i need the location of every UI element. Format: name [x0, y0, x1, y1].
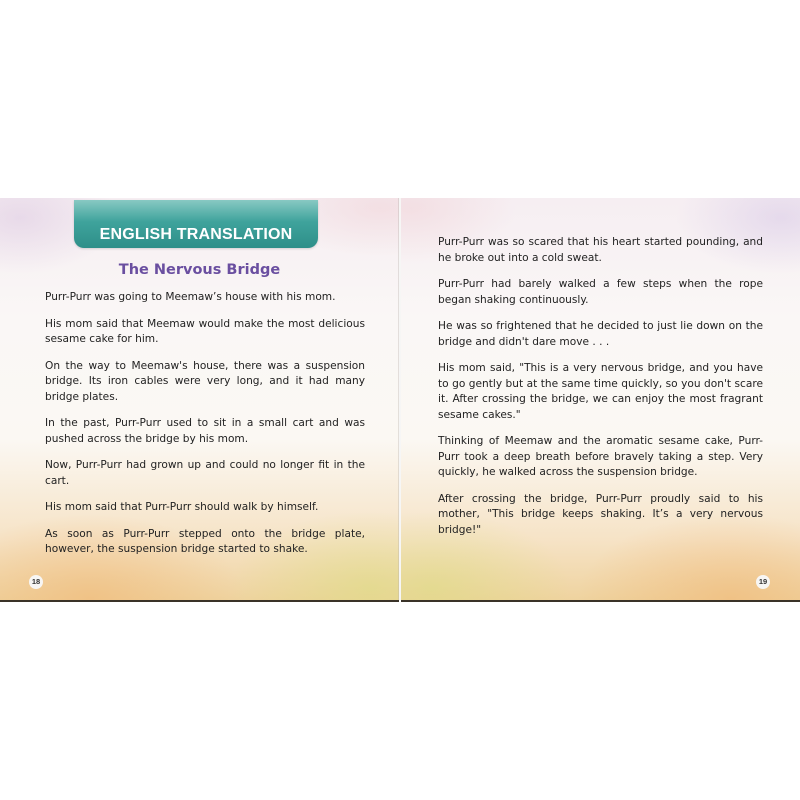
paragraph: He was so frightened that he decided to just lie down on the bridge and didn't dare move . . .	[438, 320, 763, 348]
page-number-left: 18	[29, 575, 43, 589]
section-banner	[74, 200, 318, 248]
book-spread	[0, 198, 800, 600]
paragraph: In the past, Purr-Purr used to sit in a small cart and was pushed across the bridge by his mom.	[45, 417, 365, 445]
paragraph: As soon as Purr-Purr stepped onto the bridge plate, however, the suspension bridge started to shake.	[45, 527, 365, 555]
right-page	[401, 198, 800, 602]
paragraph: Purr-Purr was so scared that his heart started pounding, and he broke out into a cold sweat.	[438, 236, 763, 264]
story-title: The Nervous Bridge	[118, 262, 281, 278]
left-page	[0, 198, 399, 602]
paragraph: Purr-Purr was going to Meemaw’s house with his mom.	[45, 291, 336, 303]
paragraph: Purr-Purr had barely walked a few steps when the rope began shaking continuously.	[438, 278, 763, 306]
left-page-text	[45, 290, 365, 569]
paragraph: His mom said that Meemaw would make the most delicious sesame cake for him.	[45, 317, 365, 345]
paragraph: Thinking of Meemaw and the aromatic sesame cake, Purr-Purr took a deep breath before bravely taking a step. Very quickly, he walked across the suspension bridge.	[438, 435, 763, 478]
paragraph: His mom said that Purr-Purr should walk by himself.	[45, 501, 319, 513]
paragraph: Now, Purr-Purr had grown up and could no longer fit in the cart.	[45, 459, 365, 487]
paragraph: His mom said, "This is a very nervous bridge, and you have to go gently but at the same time quickly, so you don't scare it. After crossing the bridge, we can enjoy the most fragrant sesame cakes."	[438, 362, 763, 421]
page-number-right: 19	[756, 575, 770, 589]
banner-label: ENGLISH TRANSLATION	[99, 226, 293, 243]
paragraph: After crossing the bridge, Purr-Purr proudly said to his mother, "This bridge keeps shaking. It’s a very nervous bridge!"	[438, 492, 763, 536]
paragraph: On the way to Meemaw's house, there was a suspension bridge. Its iron cables were very long, and it had many bridge plates.	[45, 359, 365, 403]
right-page-text	[438, 235, 763, 549]
